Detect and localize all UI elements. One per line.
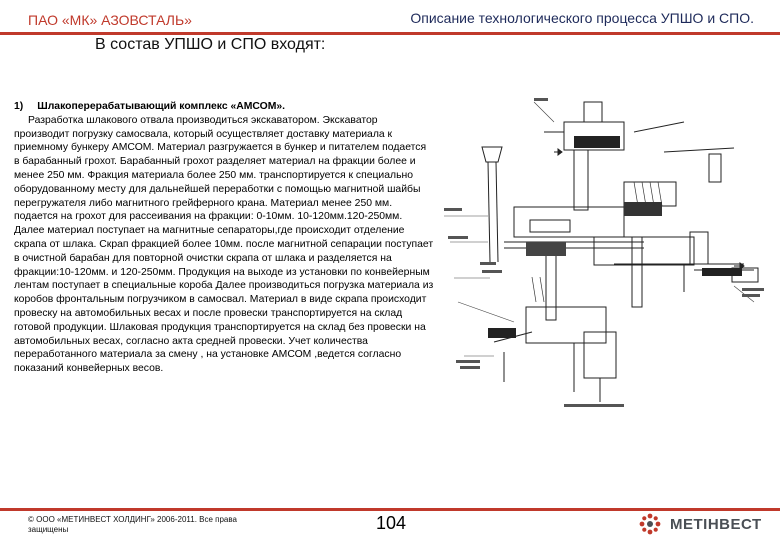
company-name: ПАО «МК» АЗОВСТАЛЬ» (28, 12, 192, 28)
copyright-text: © ООО «МЕТИНВЕСТ ХОЛДИНГ» 2006-2011. Все права защищены (28, 515, 237, 534)
item-heading (14, 100, 434, 114)
logo-text: МЕТІНВЕСТ (670, 515, 762, 533)
page-number: 104 (376, 513, 407, 533)
logo-mark-icon (638, 512, 662, 536)
header-divider (0, 32, 780, 35)
description-block (14, 100, 434, 376)
item-title: Шлакоперерабатывающий комплекс «АМСОМ». (37, 101, 286, 112)
item-number: 1) (14, 101, 24, 112)
metinvest-logo (638, 512, 762, 536)
document-title: Описание технологического процесса УПШО и СПО. (410, 10, 754, 26)
amcom-process-diagram (434, 92, 772, 422)
item-description: Разработка шлакового отвала производиться экскаватором. Экскаватор производит погрузку самосвала, который осуществляет доставку материала к приемному бункеру АМСОМ. Материал разгружается в бункер и питателем подается в барабанный грохот. Барабанный грохот разделяет материал на фракции более и менее 250 мм. Фракция материала более 250 мм. транспортируется к специально оборудованному месту для дальнейшей переработки с помощью магнитной шайбы перегружателя либо магнитного грейферного крана. Материал менее 250 мм. подается на грохот для рассеивания на фракции: 0-10мм. 10-120мм.120-250мм. Далее материал поступает на магнитные сепараторы,где происходит отделение скрапа от шлака. Скрап фракцией более 10мм. после магнитной сепарации поступает в очистной барабан для повторной очистки скрапа от шлака и разделяется на фракции:10-120мм. и 120-250мм. Продукция на выходе из установки по конвейерным лентам поступает в специальные короба Далее производиться погрузка материала из коробов фронтальным погрузчиком в самосвал. Материал в виде скрапа происходит провеску на автомобильных весах и после провески транспортируется на склад готовой продукции. Шлаковая продукция транспортируется на склад без провески на автомобильных весах, согласно акта средней провески. Учет количества переработанного материала за смену , на установке АМСОМ ,ведется согласно показаний конвейерных весов. (14, 114, 434, 375)
slide-subtitle: В состав УПШО и СПО входят: (95, 36, 326, 53)
